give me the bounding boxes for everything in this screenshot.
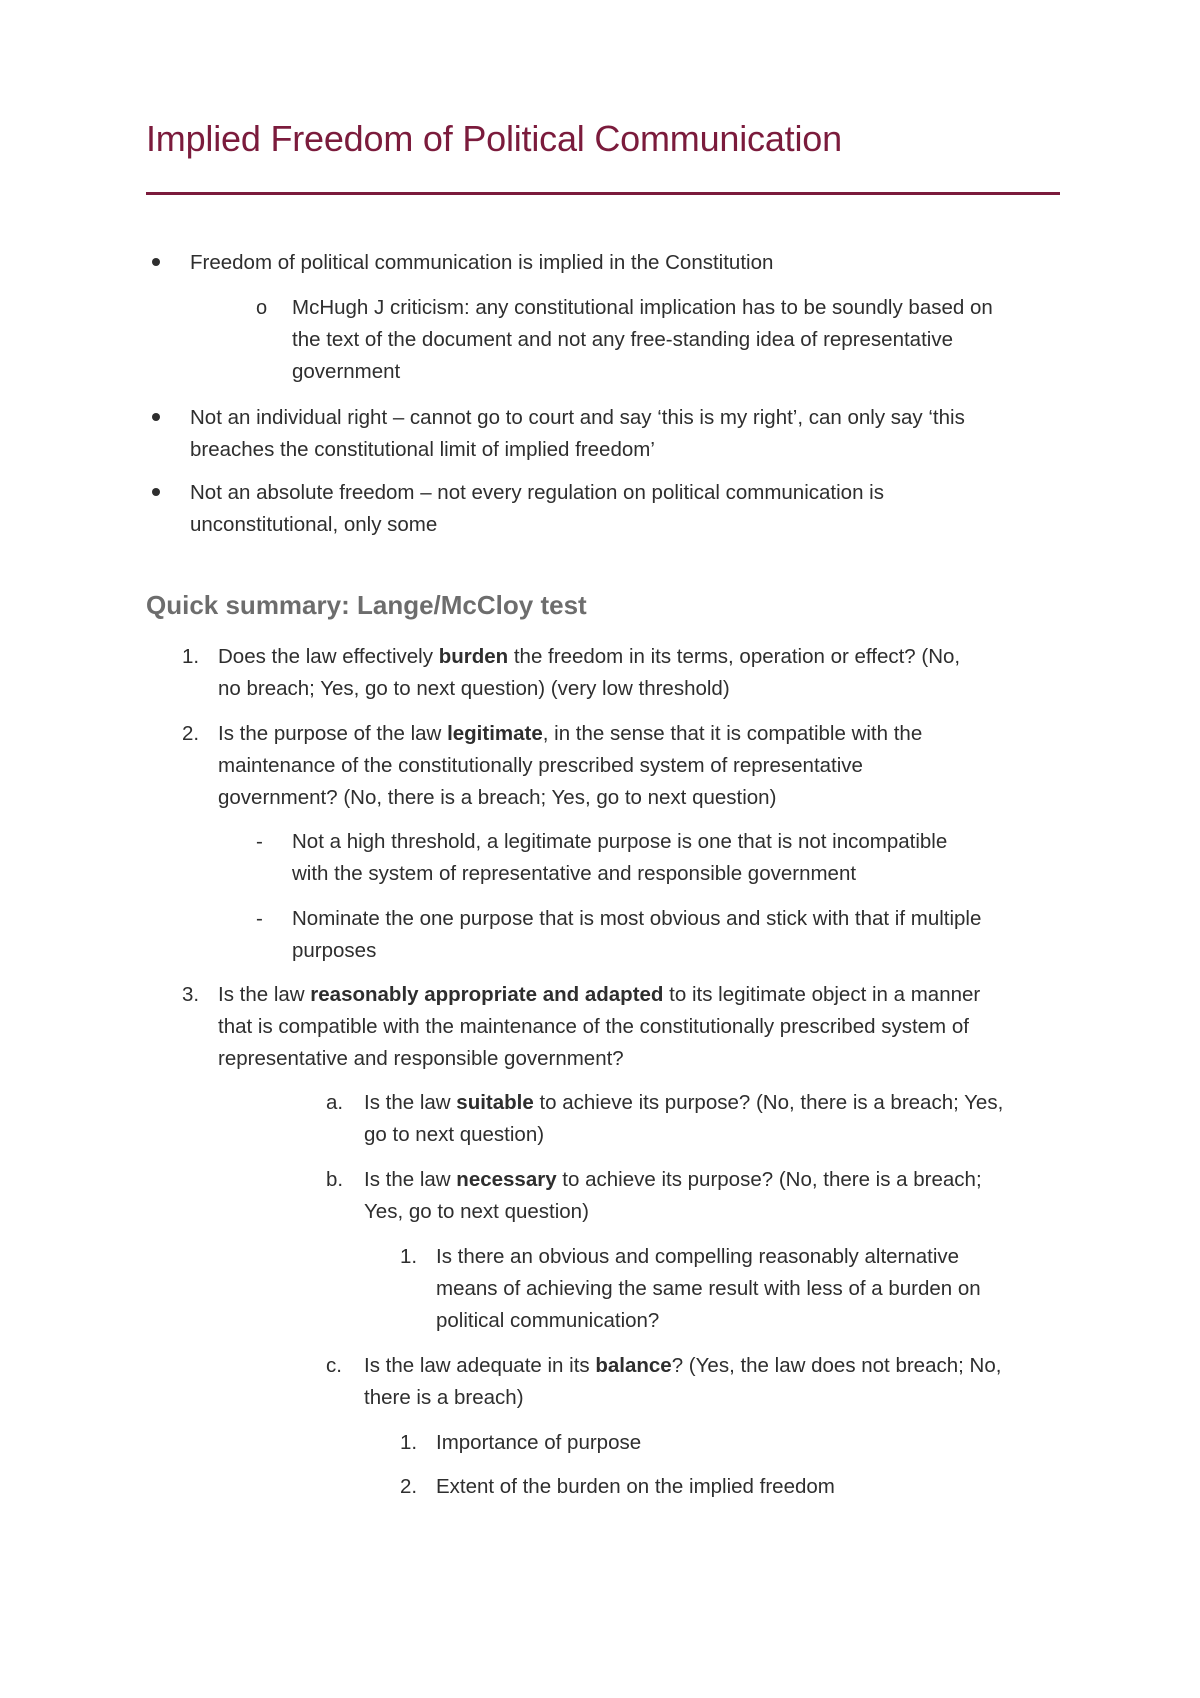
bullet-text: Not an individual right – cannot go to court and say ‘this is my right’, can only say ‘this (190, 406, 965, 429)
step-text-part: Is the law (218, 983, 311, 1006)
sub-step-keyword: suitable (456, 1091, 534, 1114)
step-text: maintenance of the constitutionally prescribed system of representative (218, 754, 863, 777)
bullet-dot-icon (152, 258, 160, 266)
bullet-text: Freedom of political communication is implied in the Constitution (190, 251, 774, 274)
sub-step-text (364, 1164, 982, 1196)
step-text-part: Does the law effectively (218, 645, 439, 668)
dash-text: purposes (292, 939, 377, 962)
step-text (218, 641, 960, 673)
sub-bullet-marker: o (256, 297, 268, 319)
sub-step-text-part: to achieve its purpose? (No, there is a breach; Yes, (533, 1091, 1004, 1114)
bullet-text: breaches the constitutional limit of implied freedom’ (190, 438, 655, 461)
dash-marker: - (256, 907, 263, 930)
dash-text: with the system of representative and responsible government (292, 862, 857, 885)
step-text (218, 718, 922, 750)
sub-step-text-part: ? (Yes, the law does not breach; No, (671, 1354, 1002, 1377)
sub-step-text-part: to achieve its purpose? (No, there is a breach; (556, 1168, 982, 1191)
sub-step-text: go to next question) (364, 1123, 545, 1146)
section-heading (146, 590, 587, 621)
page-title: Implied Freedom of Political Communication (146, 118, 842, 159)
step-keyword: burden (438, 645, 509, 668)
nested-item-text: Is there an obvious and compelling reasonably alternative (436, 1245, 960, 1268)
title-divider (146, 192, 1060, 195)
sub-step-text-part: Is the law adequate in its (364, 1354, 596, 1377)
sub-step-text-part: Is the law (364, 1091, 457, 1114)
step-keyword: reasonably appropriate and adapted (310, 983, 664, 1006)
step-text: that is compatible with the maintenance of the constitutionally prescribed system of (218, 1015, 969, 1038)
step-text (218, 979, 980, 1011)
step-text-part: Is the purpose of the law (218, 722, 448, 745)
bullet-text: Not an absolute freedom – not every regulation on political communication is (190, 481, 884, 504)
dash-marker: - (256, 830, 263, 853)
step-text-part: the freedom in its terms, operation or effect? (No, (508, 645, 961, 668)
sub-step-keyword: balance (595, 1354, 672, 1377)
step-text-part: to its legitimate object in a manner (663, 983, 981, 1006)
step-text: government? (No, there is a breach; Yes, go to next question) (218, 786, 777, 809)
step-number: 3. (182, 983, 200, 1006)
step-number: 1. (182, 645, 200, 668)
sub-step-letter: b. (326, 1168, 344, 1191)
step-text-part: , in the sense that it is compatible with the (542, 722, 923, 745)
sub-step-text: there is a breach) (364, 1386, 524, 1409)
section-heading-bold: Quick summary: (146, 590, 350, 620)
sub-step-keyword: necessary (456, 1168, 557, 1191)
nested-item-number: 1. (400, 1245, 418, 1268)
sub-step-letter: c. (326, 1354, 342, 1377)
sub-step-text (364, 1350, 1001, 1382)
bullet-text: unconstitutional, only some (190, 513, 438, 536)
dash-text: Not a high threshold, a legitimate purpose is one that is not incompatible (292, 830, 948, 853)
sub-bullet-text: the text of the document and not any free-standing idea of representative (292, 328, 953, 351)
nested-item-number: 1. (400, 1431, 418, 1454)
step-text: no breach; Yes, go to next question) (very low threshold) (218, 677, 730, 700)
bullet-dot-icon (152, 488, 160, 496)
nested-item-text: Importance of purpose (436, 1431, 642, 1454)
step-text: representative and responsible government? (218, 1047, 624, 1070)
nested-item-text: means of achieving the same result with less of a burden on (436, 1277, 981, 1300)
nested-item-number: 2. (400, 1475, 418, 1498)
sub-step-text-part: Is the law (364, 1168, 457, 1191)
sub-step-text (364, 1087, 1003, 1119)
sub-step-text: Yes, go to next question) (364, 1200, 589, 1223)
section-heading-rest: Lange/McCloy test (349, 590, 587, 620)
nested-item-text: political communication? (436, 1309, 660, 1332)
sub-bullet-text: McHugh J criticism: any constitutional implication has to be soundly based on (292, 296, 993, 319)
step-keyword: legitimate (447, 722, 543, 745)
dash-text: Nominate the one purpose that is most obvious and stick with that if multiple (292, 907, 982, 930)
bullet-dot-icon (152, 413, 160, 421)
nested-item-text: Extent of the burden on the implied freedom (436, 1475, 835, 1498)
sub-step-letter: a. (326, 1091, 344, 1114)
sub-bullet-text: government (292, 360, 401, 383)
step-number: 2. (182, 722, 200, 745)
